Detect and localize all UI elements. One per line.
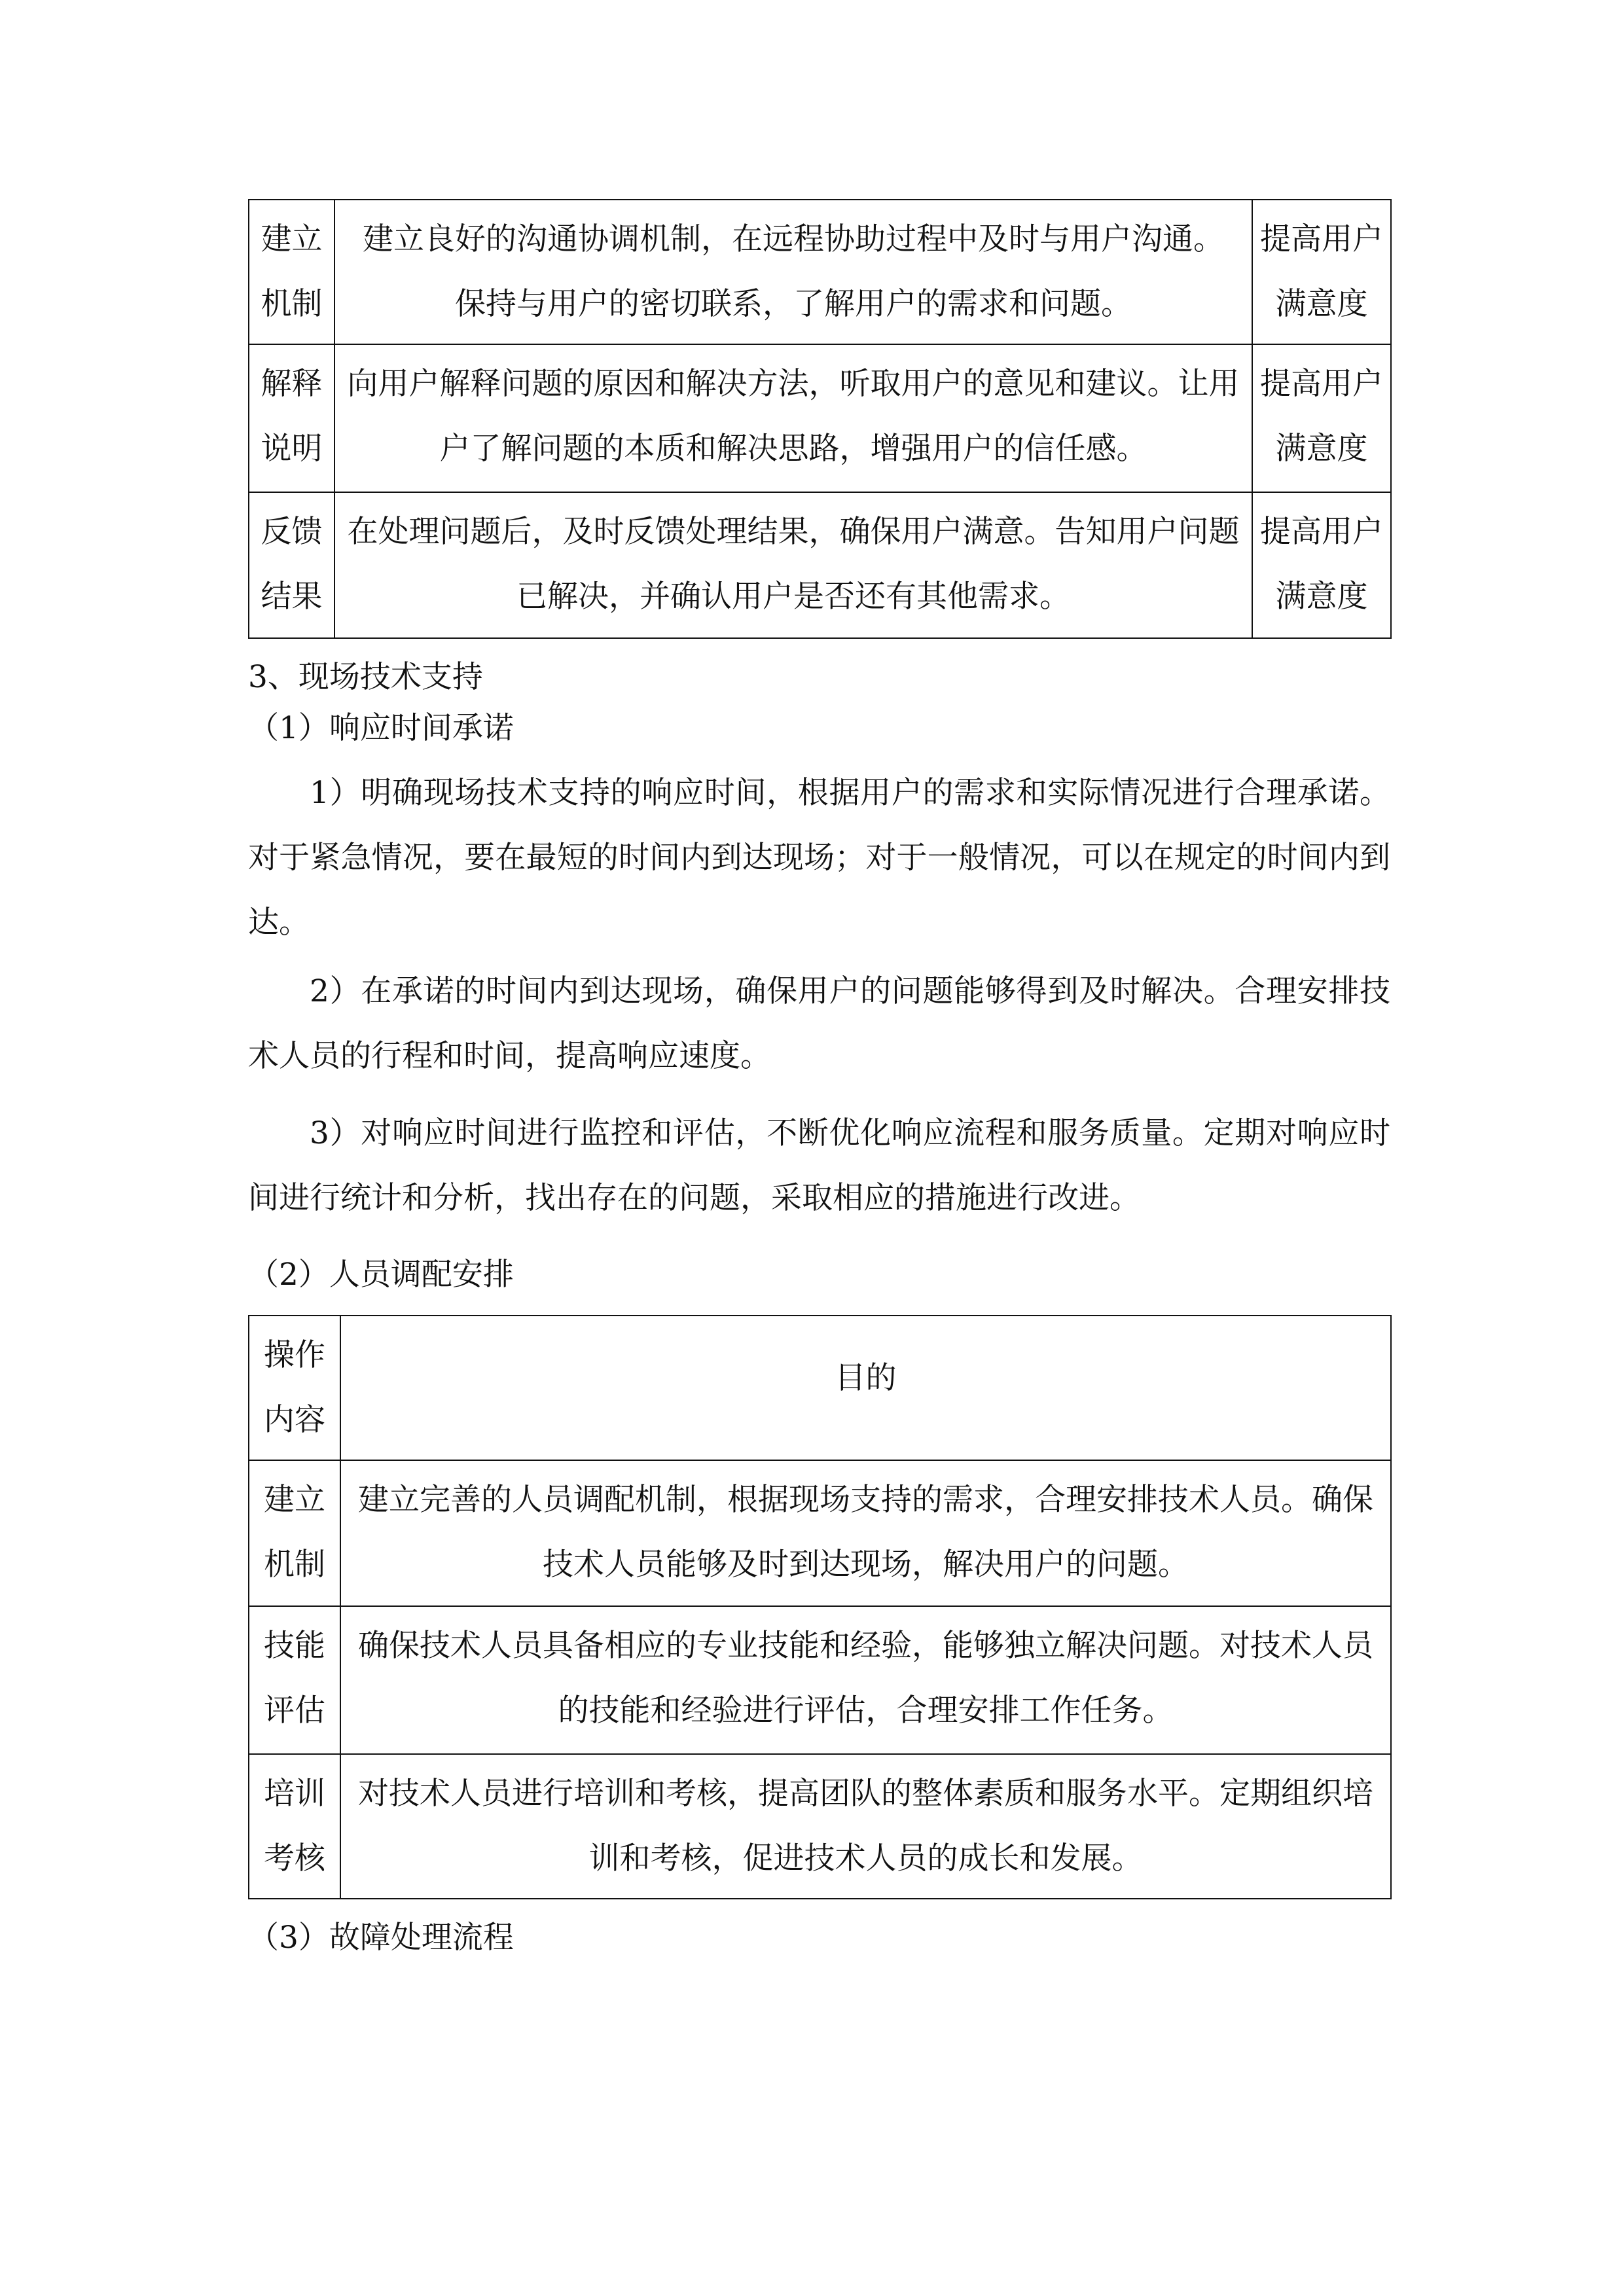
table-row <box>249 1606 1391 1754</box>
table-row <box>249 200 1391 344</box>
subheading-response-time: （1）响应时间承诺 <box>248 710 514 746</box>
table-header-row <box>249 1316 1391 1460</box>
table-staffing <box>248 1315 1392 1899</box>
table-remote-assist <box>248 199 1392 639</box>
desc-cell: 建立完善的人员调配机制，根据现场支持的需求，合理安排技术人员。确保技术人员能够及时到达现场，解决用户的问题。 <box>340 1460 1391 1606</box>
subheading-staffing: （2）人员调配安排 <box>248 1257 514 1293</box>
table-row <box>249 344 1391 492</box>
table-row <box>249 1460 1391 1606</box>
paragraph: 3）对响应时间进行监控和评估，不断优化响应流程和服务质量。定期对响应时间进行统计和分析，找出存在的问题，采取相应的措施进行改进。 <box>248 1115 1390 1216</box>
goal-cell: 提高用户满意度 <box>1252 492 1391 638</box>
section-heading: 3、现场技术支持 <box>248 659 483 695</box>
op-cell: 建立机制 <box>249 200 334 344</box>
header-goal: 目的 <box>340 1316 1391 1460</box>
desc-cell: 确保技术人员具备相应的专业技能和经验，能够独立解决问题。对技术人员的技能和经验进行评估，合理安排工作任务。 <box>340 1606 1391 1754</box>
table-row <box>249 492 1391 638</box>
paragraph: 1）明确现场技术支持的响应时间，根据用户的需求和实际情况进行合理承诺。对于紧急情况，要在最短的时间内到达现场；对于一般情况，可以在规定的时间内到达。 <box>248 775 1390 941</box>
desc-cell: 在处理问题后，及时反馈处理结果，确保用户满意。告知用户问题已解决，并确认用户是否还有其他需求。 <box>334 492 1252 638</box>
goal-cell: 提高用户满意度 <box>1252 344 1391 492</box>
op-cell: 反馈结果 <box>249 492 334 638</box>
paragraph: 2）在承诺的时间内到达现场，确保用户的问题能够得到及时解决。合理安排技术人员的行程和时间，提高响应速度。 <box>248 973 1390 1074</box>
table-row <box>249 1754 1391 1899</box>
op-cell: 建立机制 <box>249 1460 340 1606</box>
op-cell: 培训考核 <box>249 1754 340 1899</box>
desc-cell: 对技术人员进行培训和考核，提高团队的整体素质和服务水平。定期组织培训和考核，促进技术人员的成长和发展。 <box>340 1754 1391 1899</box>
subheading-fault-process: （3）故障处理流程 <box>248 1920 514 1956</box>
op-cell: 解释说明 <box>249 344 334 492</box>
desc-cell: 向用户解释问题的原因和解决方法，听取用户的意见和建议。让用户了解问题的本质和解决思路，增强用户的信任感。 <box>334 344 1252 492</box>
goal-cell: 提高用户满意度 <box>1252 200 1391 344</box>
desc-cell: 建立良好的沟通协调机制，在远程协助过程中及时与用户沟通。保持与用户的密切联系，了解用户的需求和问题。 <box>334 200 1252 344</box>
op-cell: 技能评估 <box>249 1606 340 1754</box>
header-op: 操作内容 <box>249 1316 340 1460</box>
